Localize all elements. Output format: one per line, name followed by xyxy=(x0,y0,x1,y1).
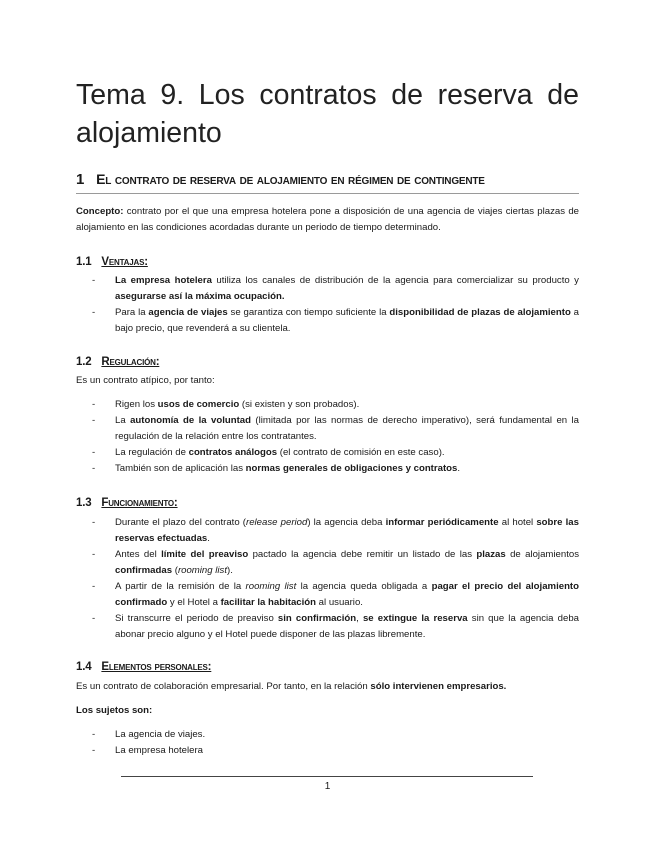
page-title: Tema 9. Los contratos de reserva de alojamiento xyxy=(76,79,579,149)
list-item: - También son de aplicación las normas generales de obligaciones y contratos. xyxy=(76,461,579,477)
concepto-paragraph xyxy=(76,204,579,236)
list-dash: - xyxy=(92,307,96,318)
section-1-3-heading xyxy=(76,497,178,509)
footer-divider xyxy=(121,776,533,777)
section-1-4-number: 1.4 xyxy=(76,661,92,673)
list-item: - Durante el plazo del contrato (release period) la agencia deba informar periódicamente al hotel sobre las reservas efectuadas. xyxy=(92,517,579,544)
list-item: - Rigen los usos de comercio (si existen y son probados). xyxy=(76,397,579,413)
list-item: - La agencia de viajes. xyxy=(76,727,579,743)
page-number: 1 xyxy=(324,781,331,792)
section-1-title: El contrato de reserva de alojamiento en régimen de contingente xyxy=(96,171,485,187)
section-1-1-number: 1.1 xyxy=(76,256,92,268)
list-dash: - xyxy=(92,275,96,286)
section-1-1-title: Ventajas: xyxy=(101,256,148,268)
regulacion-intro: Es un contrato atípico, por tanto: xyxy=(76,375,215,386)
list-dash: - xyxy=(92,517,96,528)
sujetos-list xyxy=(76,727,579,759)
sujetos-label: Los sujetos son: xyxy=(76,705,153,716)
section-1-2-title: Regulación: xyxy=(101,356,160,368)
section-1-1-heading xyxy=(76,256,148,268)
list-item: - La empresa hotelera xyxy=(76,743,579,759)
list-item: - A partir de la remisión de la rooming list la agencia queda obligada a pagar el precio del alojamiento confirmado y el Hotel a facilitar la habitación al usuario. xyxy=(92,581,579,608)
section-1-heading xyxy=(76,171,579,194)
section-1-3-title: Funcionamiento: xyxy=(101,497,178,509)
list-dash: - xyxy=(92,415,96,426)
section-1-3-number: 1.3 xyxy=(76,497,92,509)
concepto-label: Concepto: xyxy=(76,206,124,217)
list-dash: - xyxy=(92,463,96,474)
ventajas-list xyxy=(76,273,579,337)
section-1-2-number: 1.2 xyxy=(76,356,92,368)
list-item: - Para la agencia de viajes se garantiza con tiempo suficiente la disponibilidad de plazas de alojamiento a bajo precio, que revenderá a su clientela. xyxy=(92,307,579,334)
list-item: - Antes del límite del preaviso pactado la agencia debe remitir un listado de las plazas de alojamientos confirmadas (rooming list). xyxy=(92,549,579,576)
list-dash: - xyxy=(92,399,96,410)
list-dash: - xyxy=(92,613,96,624)
concepto-text: contrato por el que una empresa hotelera pone a disposición de una agencia de viajes ciertas plazas de alojamiento en las condiciones acordadas durante un periodo de tiempo determinado. xyxy=(76,206,579,233)
list-item: - La regulación de contratos análogos (el contrato de comisión en este caso). xyxy=(76,445,579,461)
list-dash: - xyxy=(92,581,96,592)
list-dash: - xyxy=(92,729,96,740)
section-1-4-heading xyxy=(76,661,211,673)
list-dash: - xyxy=(92,447,96,458)
list-item: - Si transcurre el periodo de preaviso sin confirmación, se extingue la reserva sin que la agencia deba abonar precio alguno y el Hotel puede disponer de las plazas libremente. xyxy=(92,613,579,640)
list-item: - La empresa hotelera utiliza los canales de distribución de la agencia para comercializar su producto y asegurarse así la máxima ocupación. xyxy=(92,275,579,302)
list-dash: - xyxy=(92,549,96,560)
section-1-number: 1 xyxy=(76,171,85,188)
funcionamiento-list xyxy=(76,515,579,643)
regulacion-list xyxy=(76,397,579,477)
elementos-intro: Es un contrato de colaboración empresarial. Por tanto, en la relación sólo intervienen empresarios. xyxy=(76,681,507,692)
section-1-4-title: Elementos personales: xyxy=(101,661,212,673)
list-item: - La autonomía de la voluntad (limitada por las normas de derecho imperativo), será fundamental en la regulación de la relación entre los contratantes. xyxy=(92,415,579,442)
section-1-2-heading xyxy=(76,356,159,368)
list-dash: - xyxy=(92,745,96,756)
